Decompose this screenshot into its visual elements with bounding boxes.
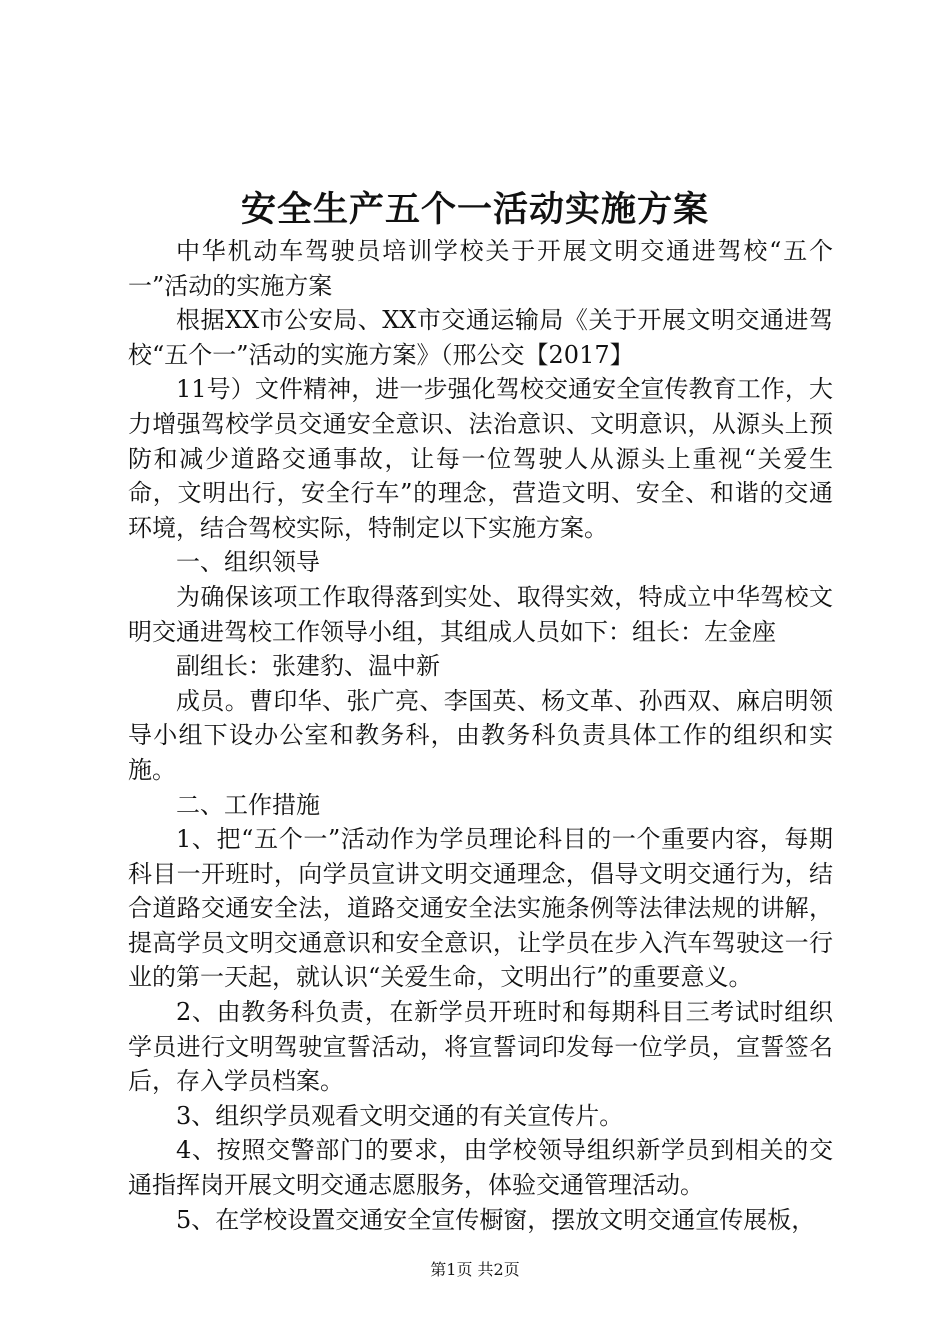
document-title: 安全生产五个一活动实施方案: [240, 189, 709, 230]
measure-item-3: 3、组织学员观看文明交通的有关宣传片。: [176, 1101, 624, 1130]
paragraph-subtitle: 中华机动车驾驶员培训学校关于开展文明交通进驾校“五个一”活动的实施方案: [128, 237, 833, 300]
paragraph-purpose: 11号）文件精神，进一步强化驾校交通安全宣传教育工作，大力增强驾校学员交通安全意识、法治意识、文明意识，从源头上预防和减少道路交通事故，让每一位驾驶人从源头上重视“关爱生命，文明出行，安全行车”的理念，营造文明、安全、和谐的交通环境，结合驾校实际，特制定以下实施方案。: [128, 375, 833, 542]
paragraph-deputy-leaders: 副组长：张建豹、温中新: [176, 652, 440, 681]
document-body: [128, 234, 833, 1237]
section-heading-organization: 一、组织领导: [176, 548, 320, 577]
paragraph-basis: 根据XX市公安局、XX市交通运输局《关于开展文明交通进驾校“五个一”活动的实施方案》（邢公交【2017】: [128, 306, 833, 369]
measure-item-1: 1、把“五个一”活动作为学员理论科目的一个重要内容，每期科目一开班时，向学员宣讲文明交通理念，倡导文明交通行为，结合道路交通安全法，道路交通安全法实施条例等法律法规的讲解，提高学员文明交通意识和安全意识，让学员在步入汽车驾驶这一行业的第一天起，就认识“关爱生命，文明出行”的重要意义。: [128, 825, 833, 992]
page-number-footer: 第1页 共2页: [430, 1260, 520, 1279]
section-heading-measures: 二、工作措施: [176, 790, 320, 819]
measure-item-2: 2、由教务科负责，在新学员开班时和每期科目三考试时组织学员进行文明驾驶宣誓活动，将宣誓词印发每一位学员，宣誓签名后，存入学员档案。: [128, 998, 833, 1096]
paragraph-members: 成员。曹印华、张广亮、李国英、杨文革、孙西双、麻启明领导小组下设办公室和教务科，由教务科负责具体工作的组织和实施。: [128, 686, 833, 784]
measure-item-4: 4、按照交警部门的要求，由学校领导组织新学员到相关的交通指挥岗开展文明交通志愿服务，体验交通管理活动。: [128, 1136, 833, 1200]
measure-item-5: 5、在学校设置交通安全宣传橱窗，摆放文明交通宣传展板，: [176, 1205, 816, 1234]
paragraph-leadership-group: 为确保该项工作取得落到实处、取得实效，特成立中华驾校文明交通进驾校工作领导小组，其组成人员如下：组长：左金座: [128, 582, 833, 646]
